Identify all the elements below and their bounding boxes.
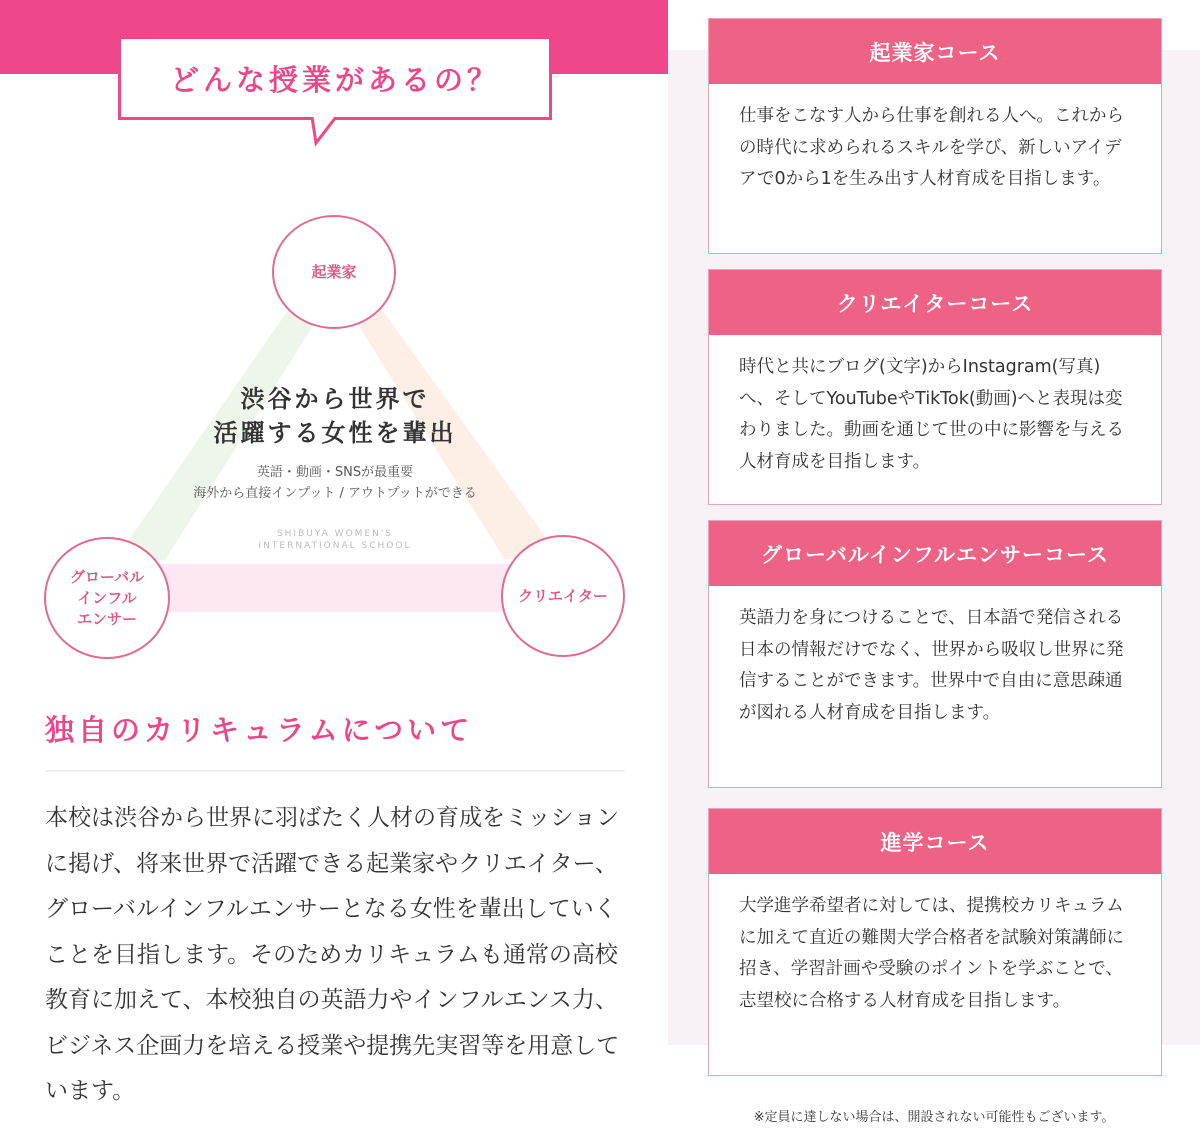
capacity-note: ※定員に達しない場合は、開設されない可能性もございます。	[753, 1110, 1115, 1125]
node-global-influencer	[44, 537, 170, 659]
course-card-title: 起業家コース	[709, 19, 1161, 84]
node-creator-label: クリエイター	[518, 586, 608, 605]
course-card-body: 英語力を身につけることで、日本語で発信される日本の情報だけでなく、世界から吸収し世界に発信することができます。世界中で自由に意思疎通が図れる人材育成を目指します。	[739, 608, 1124, 723]
course-card-university-prep	[708, 808, 1162, 1076]
course-card-title: 進学コース	[709, 809, 1161, 874]
course-card-creator	[708, 269, 1162, 505]
diagram-center-title: 渋谷から世界で 活躍する女性を輩出	[213, 385, 457, 447]
course-card-body: 仕事をこなす人から仕事を創れる人へ。これからの時代に求められるスキルを学び、新しいアイデアで0から1を生み出す人材育成を目指します。	[739, 106, 1124, 189]
bubble-title: どんな授業があるの？	[169, 62, 500, 97]
node-entrepreneur-label: 起業家	[311, 262, 357, 281]
curriculum-title: 独自のカリキュラムについて	[45, 713, 474, 747]
node-creator	[501, 535, 625, 657]
section-divider	[45, 770, 625, 772]
speech-bubble	[118, 36, 552, 146]
speech-bubble-tail	[308, 117, 358, 147]
course-triangle-diagram	[40, 215, 640, 675]
course-card-title: グローバルインフルエンサーコース	[709, 521, 1161, 586]
school-name: SHIBUYA WOMEN'S INTERNATIONAL SCHOOL	[258, 529, 412, 551]
node-entrepreneur	[272, 215, 396, 329]
speech-bubble-box	[118, 36, 552, 120]
curriculum-body: 本校は渋谷から世界に羽ばたく人材の育成をミッションに掲げ、将来世界で活躍できる起業家やクリエイター、グローバルインフルエンサーとなる女性を輩出していくことを目指します。そのためカリキュラムも通常の高校教育に加えて、本校独自の英語力やインフルエンス力、ビジネス企画力を培える授業や提携先実習等を用意しています。	[45, 805, 620, 1104]
node-global-influencer-label: グローバル インフル エンサー	[69, 567, 145, 628]
course-card-body: 大学進学希望者に対しては、提携校カリキュラムに加えて直近の難関大学合格者を試験対策講師に招き、学習計画や受験のポイントを学ぶことで、志望校に合格する人材育成を目指します。	[739, 896, 1124, 1011]
diagram-center-subtitle: 英語・動画・SNSが最重要 海外から直接インプット / アウトプットができる	[193, 465, 477, 501]
course-card-entrepreneur	[708, 18, 1162, 254]
edge-bottom	[150, 564, 515, 612]
course-card-title: クリエイターコース	[709, 270, 1161, 335]
course-card-global-influencer	[708, 520, 1162, 788]
course-card-body: 時代と共にブログ(文字)からInstagram(写真)へ、そしてYouTubeやTikTok(動画)へと表現は変わりました。動画を通じて世の中に影響を与える人材育成を目指します。	[739, 357, 1124, 472]
